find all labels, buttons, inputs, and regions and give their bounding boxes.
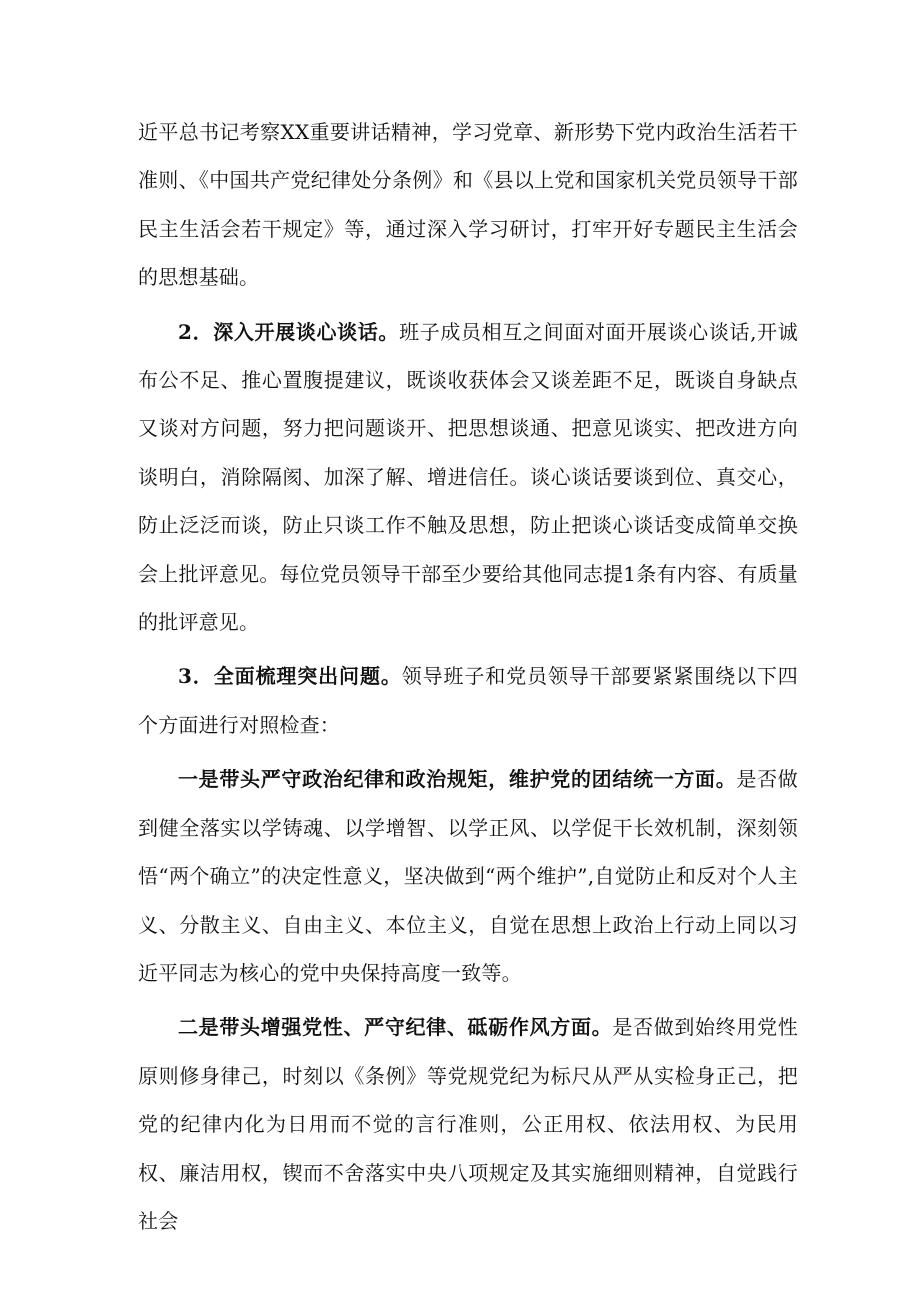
paragraph-political-discipline	[138, 755, 798, 997]
paragraph-heart-to-heart-talks	[138, 308, 798, 647]
paragraph-continuation	[138, 108, 798, 302]
paragraph-lead-heading: 一是带头严守政治纪律和政治规矩，维护党的团结统一方面。	[178, 767, 737, 792]
paragraph-lead-heading: 2．深入开展谈心谈话。	[178, 319, 400, 344]
paragraph-text: 近平总书记考察XX重要讲话精神，学习党章、新形势下党内政治生活若干准则、《中国共产党纪律处分条例》和《县以上党和国家机关党员领导干部民主生活会若干规定》等，通过深入学习研讨，打牢开好专题民主生活会的思想基础。	[138, 120, 798, 290]
paragraph-text: 是否做到始终用党性原则修身律己，时刻以《条例》等党规党纪为标尺从严从实检身正己，把党的纪律内化为日用而不觉的言行准则，公正用权、依法用权、为民用权、廉洁用权，锲而不舍落实中央八项规定及其实施细则精神，自觉践行社会	[138, 1015, 798, 1233]
paragraph-party-spirit	[138, 1003, 798, 1245]
paragraph-sort-out-problems	[138, 652, 798, 749]
paragraph-lead-heading: 3．全面梳理突出问题。	[178, 664, 402, 689]
paragraph-text: 领导班子和党员领导干部要紧紧围绕以下四个方面进行对照检查：	[138, 664, 798, 737]
paragraph-text: 班子成员相互之间面对面开展谈心谈话,开诚布公不足、推心置腹提建议，既谈收获体会又谈差距不足，既谈自身缺点又谈对方问题，努力把问题谈开、把思想谈通、把意见谈实、把改进方向谈明白，消除隔阂、加深了解、增进信任。谈心谈话要谈到位、真交心，防止泛泛而谈，防止只谈工作不触及思想，防止把谈心谈话变成简单交换会上批评意见。每位党员领导干部至少要给其他同志提1条有内容、有质量的批评意见。	[138, 319, 798, 635]
paragraph-lead-heading: 二是带头增强党性、严守纪律、砥砺作风方面。	[178, 1015, 613, 1040]
paragraph-text: 是否做到健全落实以学铸魂、以学增智、以学正风、以学促干长效机制，深刻领悟“两个确立”的决定性意义，坚决做到“两个维护”,自觉防止和反对个人主义、分散主义、自由主义、本位主义，自觉在思想上政治上行动上同以习近平同志为核心的党中央保持高度一致等。	[138, 767, 798, 985]
document-body	[138, 108, 798, 1251]
